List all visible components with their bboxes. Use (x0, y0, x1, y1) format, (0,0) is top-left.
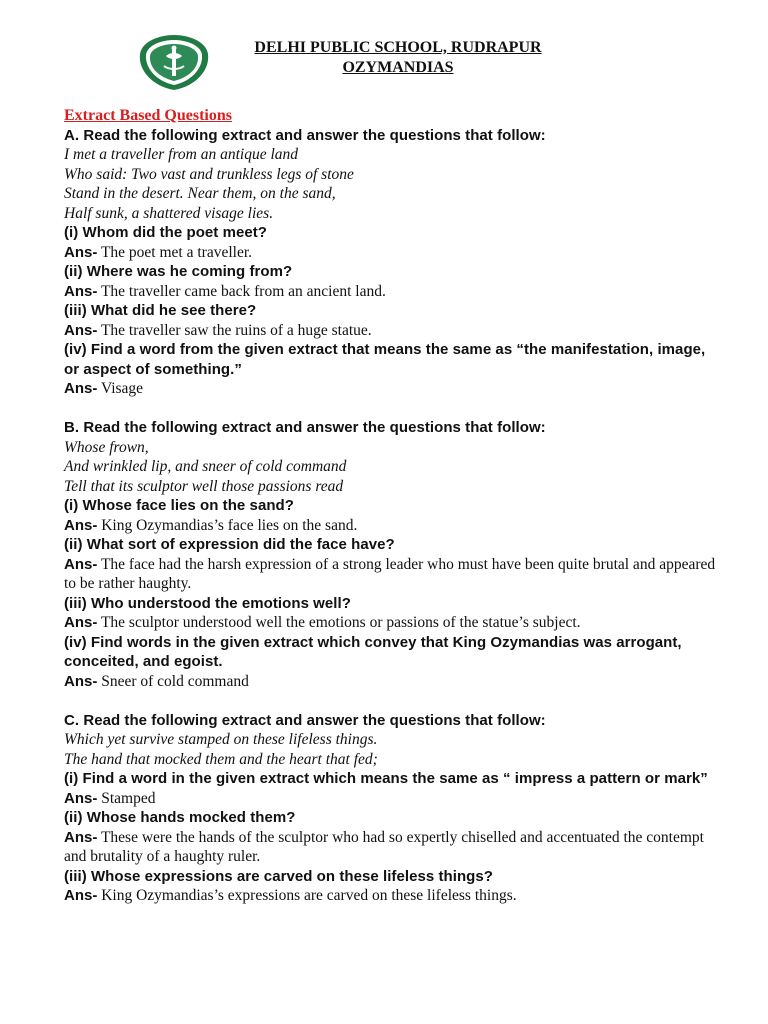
answer (64, 672, 724, 692)
extract-instruction: B. Read the following extract and answer the questions that follow: (64, 419, 546, 436)
answer-label: Ans- (64, 380, 98, 397)
answer-text: King Ozymandias’s expressions are carved on these lifeless things. (101, 887, 517, 904)
question: (iv) Find words in the given extract which convey that King Ozymandias was arrogant, conceited, and egoist. (64, 633, 682, 670)
question: (i) Find a word in the given extract which means the same as “ impress a pattern or mark” (64, 770, 708, 787)
question: (i) Whose face lies on the sand? (64, 497, 294, 514)
answer (64, 828, 724, 867)
answer-text: Sneer of cold command (101, 672, 249, 690)
answer-label: Ans- (64, 555, 98, 573)
school-logo-icon (136, 32, 212, 92)
answer-text: These were the hands of the sculptor who had so expertly chiselled and accentuated the contempt and brutality of a haughty ruler. (64, 828, 704, 865)
answer-label: Ans- (64, 243, 98, 261)
answer (64, 516, 724, 536)
answer (64, 555, 724, 594)
question: (iii) Whose expressions are carved on these lifeless things? (64, 867, 493, 885)
question: (iii) What did he see there? (64, 302, 257, 319)
answer-text: King Ozymandias’s face lies on the sand. (101, 516, 358, 534)
answer-label: Ans- (64, 887, 98, 904)
answer-text: The poet met a traveller. (100, 243, 253, 261)
document-body (64, 106, 724, 906)
poem-line: Which yet survive stamped on these lifeless things. (64, 731, 378, 748)
answer-text: The sculptor understood well the emotions or passions of the statue’s subject. (100, 614, 581, 631)
answer-label: Ans- (64, 516, 98, 534)
question: (iv) Find a word from the given extract that means the same as “the manifestation, image, or aspect of something.” (64, 341, 706, 378)
answer-label: Ans- (64, 789, 98, 807)
answer-text: The traveller came back from an ancient land. (100, 282, 386, 300)
answer-label: Ans- (64, 828, 98, 846)
school-name: DELHI PUBLIC SCHOOL, RUDRAPUR (254, 39, 542, 56)
poem-line: Tell that its sculptor well those passions read (64, 477, 344, 495)
extract-instruction: C. Read the following extract and answer the questions that follow: (64, 711, 546, 729)
extract-instruction: A. Read the following extract and answer the questions that follow: (64, 126, 546, 144)
answer-label: Ans- (64, 614, 98, 631)
question: (iii) Who understood the emotions well? (64, 594, 351, 612)
answer (64, 379, 724, 399)
question: (ii) Where was he coming from? (64, 263, 293, 280)
page-header (0, 30, 768, 92)
answer-text: Stamped (101, 789, 156, 807)
poem-line: Stand in the desert. Near them, on the sand, (64, 185, 336, 202)
poem-line: Whose frown, (64, 438, 149, 456)
answer (64, 282, 724, 302)
question: (ii) What sort of expression did the face have? (64, 536, 395, 553)
section-spacer (64, 691, 724, 711)
answer (64, 613, 724, 633)
section-heading: Extract Based Questions (64, 107, 232, 124)
answer-text: The face had the harsh expression of a strong leader who must have been quite brutal and appeared to be rather haughty. (64, 555, 716, 592)
answer-label: Ans- (64, 672, 98, 690)
document-title: OZYMANDIAS (342, 59, 454, 76)
answer (64, 321, 724, 341)
poem-line: The hand that mocked them and the heart that fed; (64, 750, 378, 768)
poem-line: And wrinkled lip, and sneer of cold command (64, 458, 347, 475)
section-spacer (64, 399, 724, 419)
question: (ii) Whose hands mocked them? (64, 809, 296, 826)
answer-text: The traveller saw the ruins of a huge statue. (100, 321, 372, 339)
answer-label: Ans- (64, 282, 98, 300)
answer (64, 789, 724, 809)
question: (i) Whom did the poet meet? (64, 224, 268, 241)
poem-line: Half sunk, a shattered visage lies. (64, 204, 274, 222)
answer (64, 243, 724, 263)
poem-line: I met a traveller from an antique land (64, 146, 299, 163)
answer (64, 886, 724, 906)
answer-label: Ans- (64, 321, 98, 339)
poem-line: Who said: Two vast and trunkless legs of stone (64, 165, 354, 183)
answer-text: Visage (100, 380, 144, 397)
